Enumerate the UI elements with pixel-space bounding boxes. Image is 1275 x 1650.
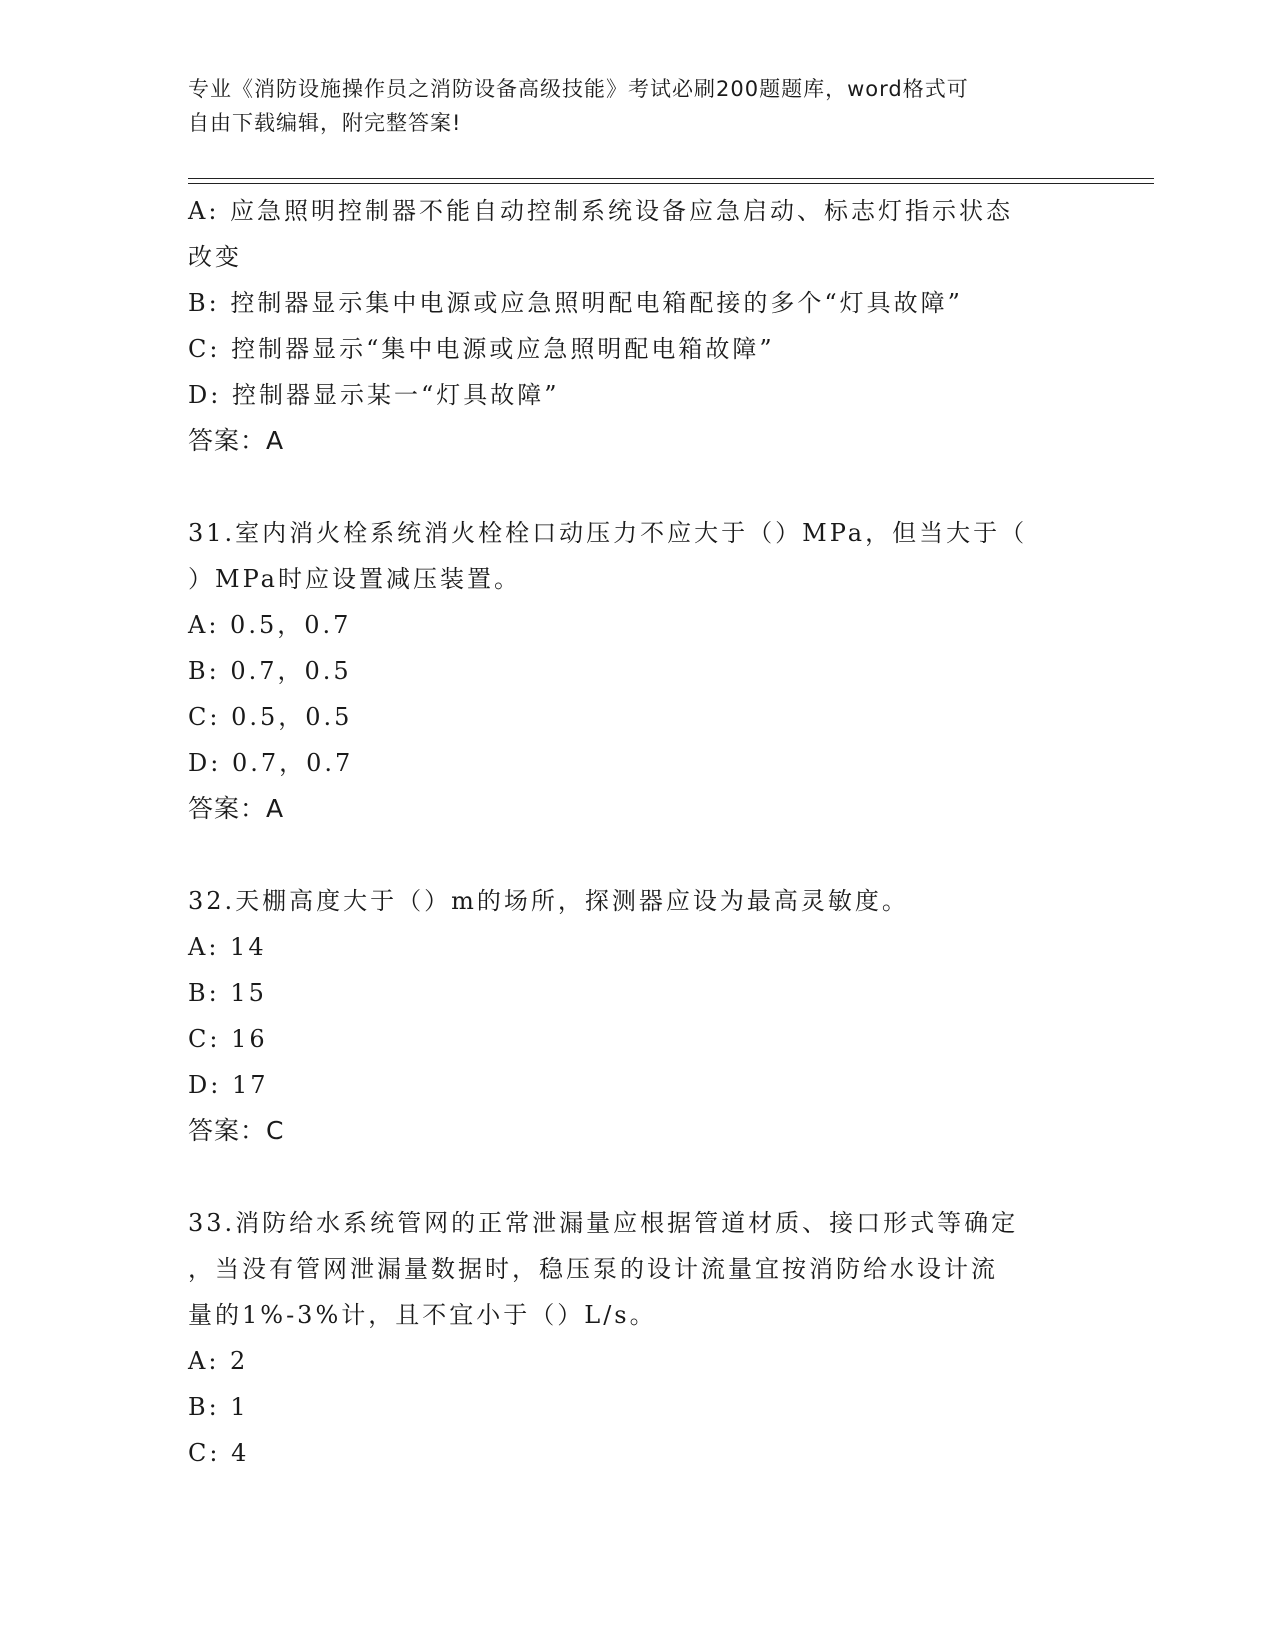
spacer	[188, 1154, 1088, 1200]
spacer	[188, 832, 1088, 878]
page-header	[188, 72, 1088, 140]
option-d: D: 17	[188, 1071, 269, 1099]
option-b: B: 1	[188, 1393, 249, 1421]
question-32	[188, 878, 1088, 1154]
option-b: B: 0.7，0.5	[188, 657, 352, 685]
question-stem-line-2: ，当没有管网泄漏量数据时，稳压泵的设计流量宜按消防给水设计流	[188, 1255, 998, 1283]
option-c: C: 控制器显示“集中电源或应急照明配电箱故障”	[188, 335, 775, 363]
option-b: B: 15	[188, 979, 267, 1007]
question-content	[188, 188, 1088, 1476]
header-divider-top	[188, 178, 1154, 179]
option-d: D: 控制器显示某一“灯具故障”	[188, 381, 560, 409]
question-stem-line-1: 31.室内消火栓系统消火栓栓口动压力不应大于（）MPa，但当大于（	[188, 519, 1028, 547]
answer: 答案：C	[188, 1116, 285, 1145]
option-a-line-1: A: 应急照明控制器不能自动控制系统设备应急启动、标志灯指示状态	[188, 197, 1014, 225]
question-stem-line-1: 33.消防给水系统管网的正常泄漏量应根据管道材质、接口形式等确定	[188, 1209, 1019, 1237]
question-30	[188, 188, 1088, 464]
header-line-1: 专业《消防设施操作员之消防设备高级技能》考试必刷200题题库，word格式可	[188, 77, 969, 101]
question-stem-line-3: 量的1%-3%计，且不宜小于（）L/s。	[188, 1301, 657, 1329]
header-line-2: 自由下载编辑，附完整答案!	[188, 111, 462, 135]
option-a-line-2: 改变	[188, 243, 242, 271]
option-c: C: 0.5，0.5	[188, 703, 353, 731]
option-a: A: 2	[188, 1347, 249, 1375]
answer: 答案：A	[188, 794, 285, 823]
option-b: B: 控制器显示集中电源或应急照明配电箱配接的多个“灯具故障”	[188, 289, 963, 317]
spacer	[188, 464, 1088, 510]
question-stem-line-1: 32.天棚高度大于（）m的场所，探测器应设为最高灵敏度。	[188, 887, 909, 915]
option-a: A: 0.5，0.7	[188, 611, 352, 639]
option-a: A: 14	[188, 933, 267, 961]
question-33	[188, 1200, 1088, 1476]
question-31	[188, 510, 1088, 832]
option-c: C: 16	[188, 1025, 268, 1053]
option-c: C: 4	[188, 1439, 250, 1467]
option-d: D: 0.7，0.7	[188, 749, 354, 777]
answer: 答案：A	[188, 426, 285, 455]
question-stem-line-2: ）MPa时应设置减压装置。	[188, 565, 521, 593]
header-divider-bottom	[188, 183, 1154, 184]
